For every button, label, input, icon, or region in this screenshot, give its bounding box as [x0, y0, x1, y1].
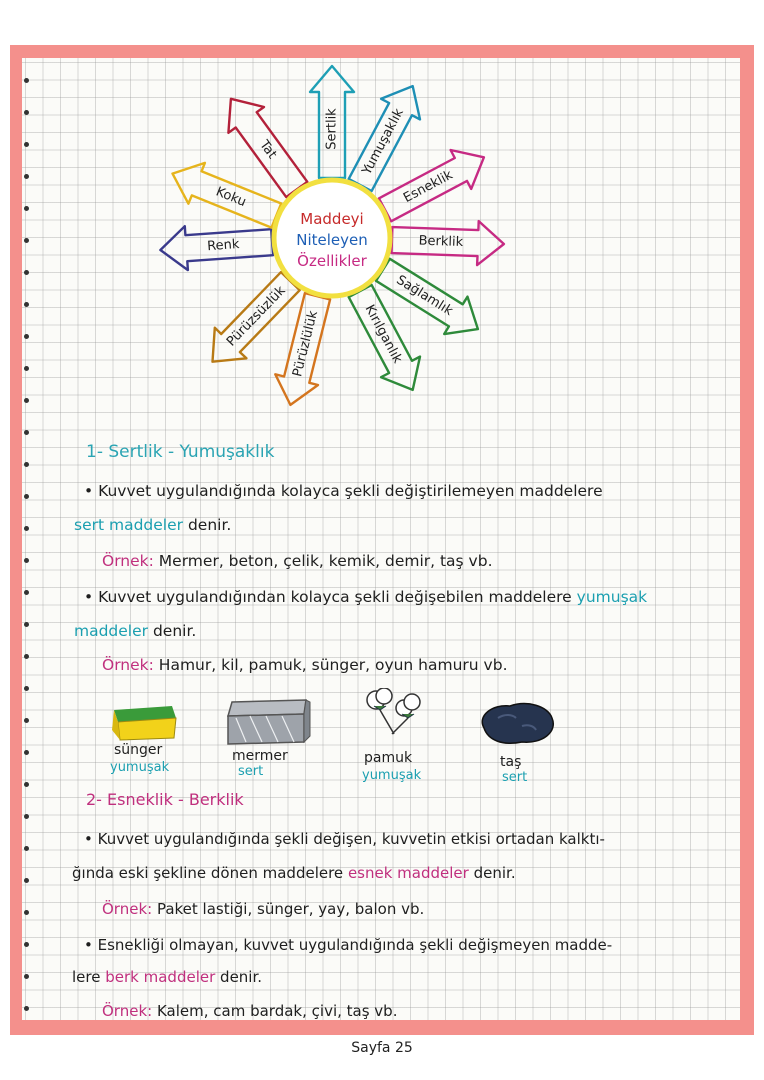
page-number: Sayfa 25 — [351, 1040, 413, 1056]
term-esnek-maddeler: esnek maddeler — [347, 864, 469, 882]
section2-paragraph1-line2 — [72, 864, 516, 882]
section1-heading: 1- Sertlik - Yumuşaklık — [86, 442, 275, 462]
binding-hole — [24, 974, 29, 979]
binding-hole — [24, 590, 29, 595]
example-label: Örnek: — [102, 900, 153, 918]
term-berk-maddeler: berk maddeler — [105, 968, 216, 986]
spoke-label: Renk — [206, 236, 240, 255]
spoke-label: Esneklik — [401, 167, 456, 206]
example-text: Mermer, beton, çelik, kemik, demir, taş vb. — [158, 552, 493, 570]
section1-paragraph2-line2 — [74, 622, 196, 640]
section2-example2 — [102, 1002, 397, 1020]
section2-heading: 2- Esneklik - Berklik — [86, 790, 244, 809]
stone-label: taş — [500, 754, 522, 770]
section1-example2 — [102, 656, 508, 674]
spoke-label: Kırılganlık — [361, 302, 405, 366]
binding-hole — [24, 910, 29, 915]
section2-paragraph1-line1: • Kuvvet uygulandığında şekli değişen, kuvvetin etkisi ortadan kalktı- — [84, 830, 605, 848]
denir-text: denir. — [187, 516, 232, 534]
example-label: Örnek: — [102, 552, 154, 570]
binding-hole — [24, 622, 29, 627]
spoke-label: Sertlik — [324, 108, 340, 150]
center-line-1: Maddeyi — [300, 210, 364, 228]
denir-text: denir. — [220, 968, 263, 986]
center-line-2: Niteleyen — [296, 231, 368, 249]
denir-text: denir. — [152, 622, 197, 640]
section1-paragraph1-line1: • Kuvvet uygulandığında kolayca şekli değiştirilemeyen maddelere — [84, 482, 603, 500]
spoke-label: Tat — [256, 137, 280, 162]
binding-hole — [24, 1006, 29, 1011]
sponge-label: sünger — [114, 742, 163, 758]
section1-paragraph1-line2 — [74, 516, 231, 534]
binding-hole — [24, 526, 29, 531]
binding-hole — [24, 846, 29, 851]
binding-hole — [24, 494, 29, 499]
sponge-image — [112, 706, 176, 740]
stone-property: sert — [502, 770, 528, 785]
cotton-image — [367, 688, 420, 734]
stone-image — [482, 704, 553, 744]
notebook-page — [22, 58, 740, 1020]
marble-label: mermer — [232, 748, 288, 764]
example-label: Örnek: — [102, 656, 154, 674]
binding-hole — [24, 942, 29, 947]
section1-paragraph2-line1 — [84, 588, 647, 606]
marble-image — [228, 700, 310, 744]
paragraph-text: • Kuvvet uygulandığından kolayca şekli değişebilen maddelere — [84, 588, 572, 606]
center-line-3: Özellikler — [297, 252, 367, 270]
term-maddeler: maddeler — [74, 622, 149, 640]
marble-property: sert — [238, 764, 264, 779]
example-text: Paket lastiği, sünger, yay, balon vb. — [156, 900, 425, 918]
spoke-label: Yumuşaklık — [359, 106, 407, 178]
binding-hole — [24, 558, 29, 563]
binding-hole — [24, 814, 29, 819]
section2-example1 — [102, 900, 424, 918]
binding-hole — [24, 878, 29, 883]
binding-hole — [24, 462, 29, 467]
section1-example1 — [102, 552, 493, 570]
paragraph-text: lere — [72, 968, 101, 986]
term-sert-maddeler: sert maddeler — [74, 516, 184, 534]
binding-hole — [24, 654, 29, 659]
term-yumusak: yumuşak — [576, 588, 648, 606]
section2-paragraph2-line2 — [72, 968, 262, 986]
properties-diagram — [22, 58, 740, 438]
spoke-label: Sağlamlık — [393, 272, 456, 319]
example-text: Hamur, kil, pamuk, sünger, oyun hamuru vb. — [158, 656, 508, 674]
spoke-label: Berklik — [418, 233, 464, 251]
example-text: Kalem, cam bardak, çivi, taş vb. — [156, 1002, 398, 1020]
spoke-label: Pürüzlülük — [290, 309, 322, 379]
paragraph-text: ğında eski şekline dönen maddelere — [72, 864, 344, 882]
sponge-property: yumuşak — [110, 760, 170, 775]
cotton-property: yumuşak — [362, 768, 422, 783]
spoke-label: Pürüzsüzlük — [223, 283, 289, 350]
denir-text: denir. — [473, 864, 516, 882]
example-label: Örnek: — [102, 1002, 153, 1020]
cotton-label: pamuk — [364, 750, 413, 766]
spoke-label: Koku — [213, 184, 249, 210]
section2-paragraph2-line1: • Esnekliği olmayan, kuvvet uygulandığında şekli değişmeyen madde- — [84, 936, 613, 954]
